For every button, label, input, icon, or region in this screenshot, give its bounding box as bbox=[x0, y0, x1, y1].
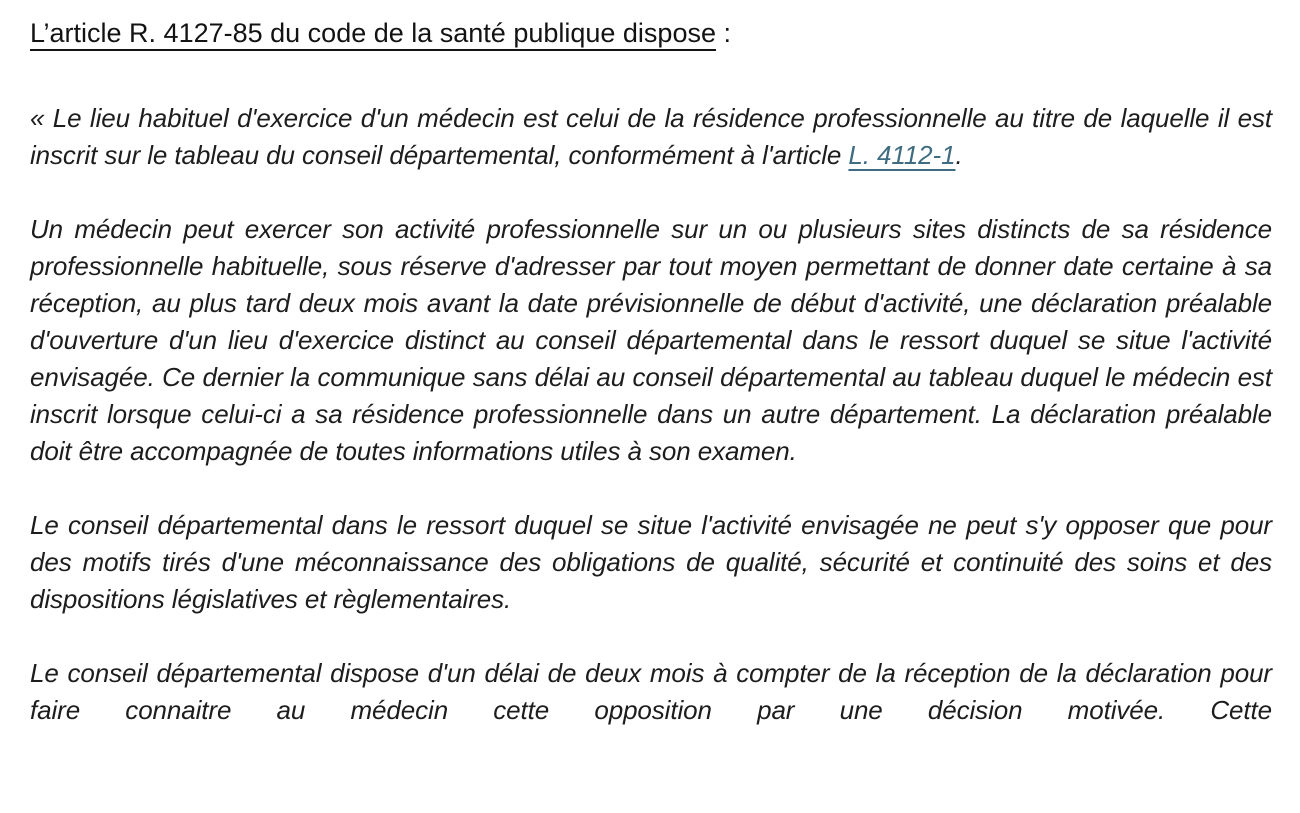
article-heading bbox=[30, 16, 1272, 50]
paragraph-quote-opening bbox=[30, 100, 1272, 174]
article-heading-underlined-text: L’article R. 4127-85 du code de la santé publique dispose bbox=[30, 18, 716, 48]
paragraph-declaration-prealable: Un médecin peut exercer son activité professionnelle sur un ou plusieurs sites distincts de sa résidence professionnelle habituelle, sous réserve d'adresser par tout moyen permettant de donner date certaine à sa réception, au plus tard deux mois avant la date prévisionnelle de début d'activité, une déclaration préalable d'ouverture d'un lieu d'exercice distinct au conseil départemental dans le ressort duquel se situe l'activité envisagée. Ce dernier la communique sans délai au conseil départemental au tableau duquel le médecin est inscrit lorsque celui-ci a sa résidence professionnelle dans un autre département. La déclaration préalable doit être accompagnée de toutes informations utiles à son examen. bbox=[30, 214, 1272, 466]
link-article-L4112-1[interactable]: L. 4112-1 bbox=[848, 140, 956, 170]
article-heading-colon: : bbox=[715, 18, 731, 48]
paragraph-text-before-link: « Le lieu habituel d'exercice d'un médecin est celui de la résidence professionnelle au titre de laquelle il est inscrit sur le tableau du conseil départemental, conformément à l'article bbox=[30, 103, 1272, 170]
paragraph-delai-deux-mois: Le conseil départemental dispose d'un délai de deux mois à compter de la réception de la déclaration pour faire connaitre au médecin cette opposition par une décision motivée. Cette bbox=[30, 658, 1272, 725]
paragraph-motifs-opposition: Le conseil départemental dans le ressort duquel se situe l'activité envisagée ne peut s'y opposer que pour des motifs tirés d'une méconnaissance des obligations de qualité, sécurité et continuité des soins et des dispositions législatives et règlementaires. bbox=[30, 510, 1272, 614]
paragraph-text-after-link: . bbox=[955, 140, 963, 170]
